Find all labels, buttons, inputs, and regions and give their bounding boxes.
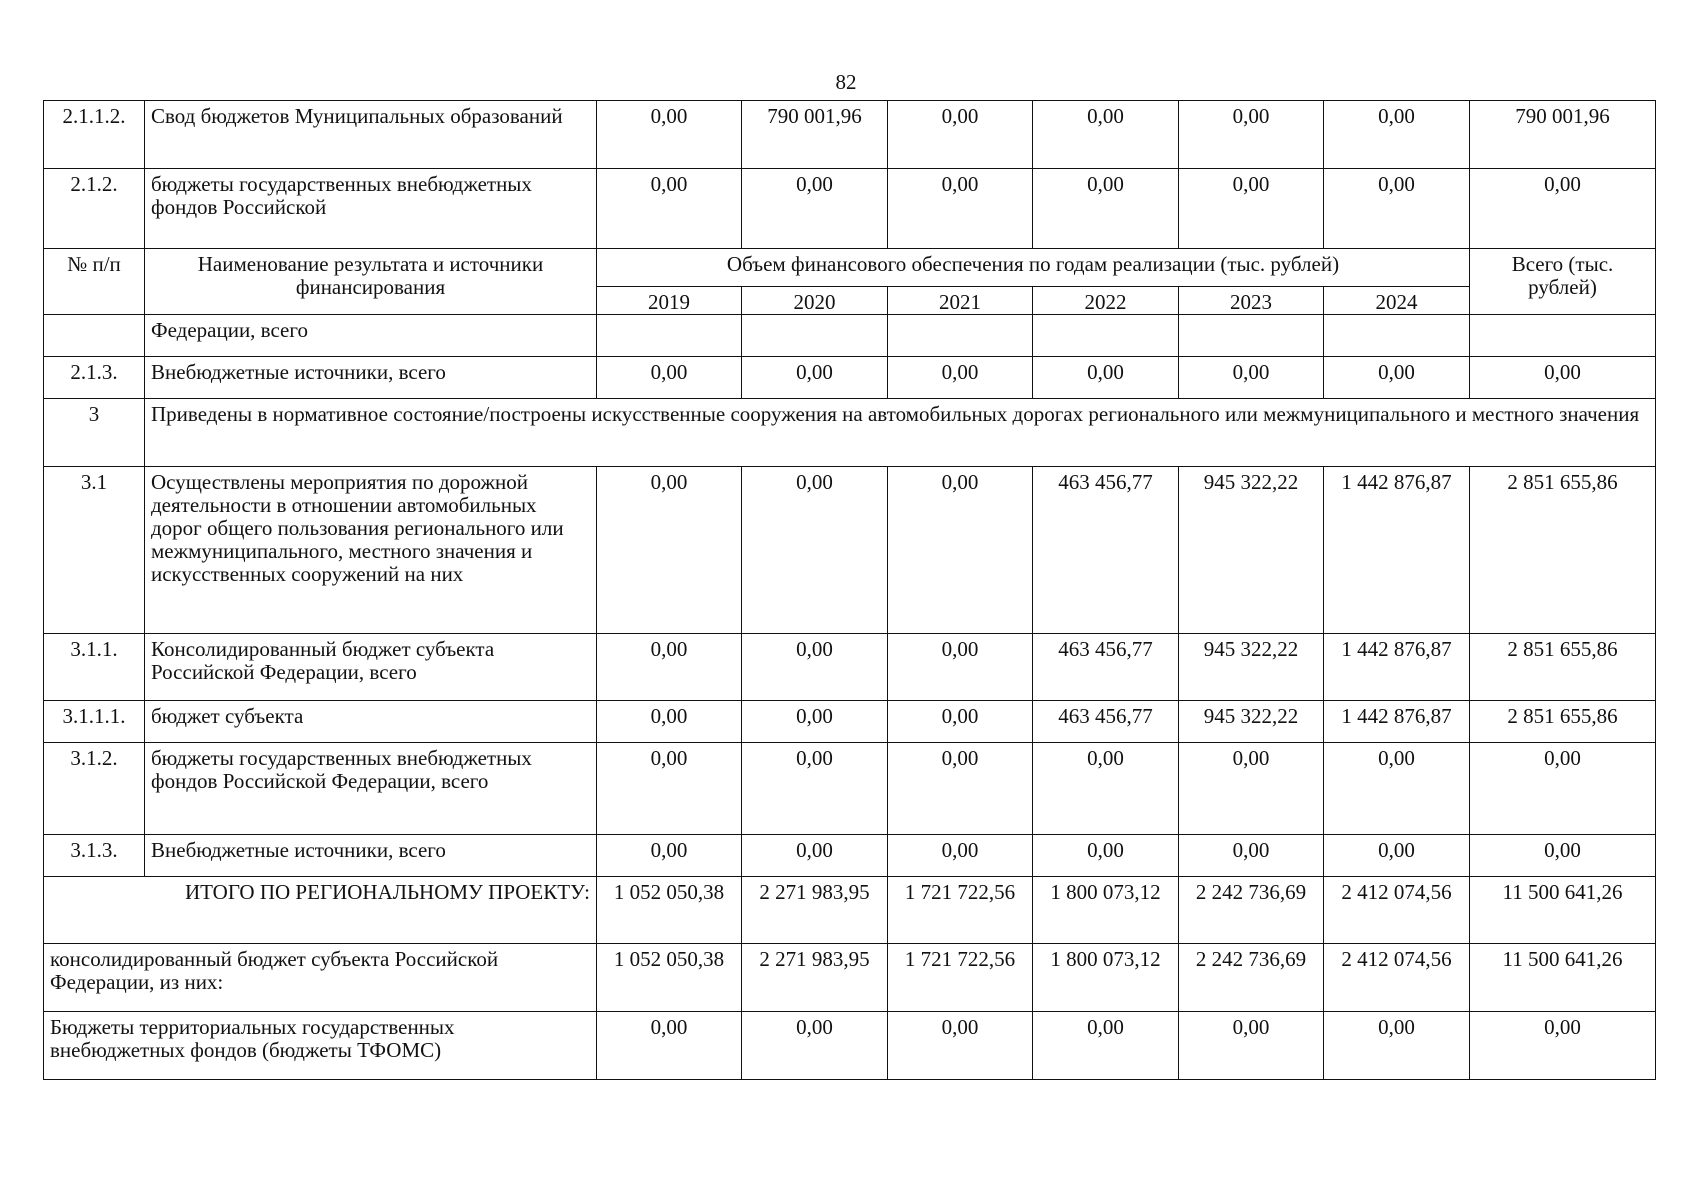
row-value: 0,00: [888, 634, 1033, 701]
row-value: 0,00: [888, 835, 1033, 877]
table-row: [44, 169, 1656, 249]
section-number: 3: [44, 399, 145, 467]
row-value: 0,00: [1033, 743, 1179, 835]
row-number: 3.1.1.1.: [44, 701, 145, 743]
row-value: 0,00: [742, 357, 888, 399]
total-value: 0,00: [1179, 1012, 1324, 1080]
row-value: 0,00: [742, 467, 888, 634]
page-number: 82: [835, 70, 857, 94]
row-value: 463 456,77: [1033, 634, 1179, 701]
table-row: [44, 835, 1656, 877]
row-value: [1179, 315, 1324, 357]
row-name: Федерации, всего: [145, 315, 597, 357]
row-number: 2.1.2.: [44, 169, 145, 249]
header-year: 2022: [1033, 287, 1179, 315]
row-value: 0,00: [1179, 169, 1324, 249]
row-value: [1470, 315, 1656, 357]
row-value: 0,00: [597, 701, 742, 743]
section-row: [44, 399, 1656, 467]
row-name: бюджеты государственных внебюджетных фондов Российской Федерации, всего: [145, 743, 597, 835]
row-value: 1 442 876,87: [1324, 701, 1470, 743]
row-value: 0,00: [597, 634, 742, 701]
row-value: 0,00: [597, 467, 742, 634]
row-number: 3.1.3.: [44, 835, 145, 877]
header-row: [44, 249, 1656, 287]
total-row: [44, 1012, 1656, 1080]
header-number: № п/п: [44, 249, 145, 315]
row-total-value: 0,00: [1470, 743, 1656, 835]
total-value: 0,00: [742, 1012, 888, 1080]
row-total-value: 0,00: [1470, 835, 1656, 877]
total-label: консолидированный бюджет субъекта Российской Федерации, из них:: [44, 944, 597, 1012]
table-body: [44, 101, 1656, 1080]
row-number: 2.1.1.2.: [44, 101, 145, 169]
row-value: 0,00: [742, 634, 888, 701]
row-total-value: 790 001,96: [1470, 101, 1656, 169]
row-total-value: 2 851 655,86: [1470, 467, 1656, 634]
total-row: [44, 944, 1656, 1012]
row-value: [1033, 315, 1179, 357]
total-value: 1 721 722,56: [888, 877, 1033, 944]
row-value: 1 442 876,87: [1324, 467, 1470, 634]
row-value: 0,00: [1033, 835, 1179, 877]
row-value: 0,00: [888, 169, 1033, 249]
row-value: [1324, 315, 1470, 357]
row-total-value: 2 851 655,86: [1470, 701, 1656, 743]
row-name: Свод бюджетов Муниципальных образований: [145, 101, 597, 169]
total-value: 1 800 073,12: [1033, 944, 1179, 1012]
header-year: 2020: [742, 287, 888, 315]
row-value: 0,00: [597, 169, 742, 249]
section-title: Приведены в нормативное состояние/построены искусственные сооружения на автомобильных дорогах регионального или межмуниципального и местного значения: [145, 399, 1656, 467]
total-value: 2 412 074,56: [1324, 877, 1470, 944]
row-number: 3.1.1.: [44, 634, 145, 701]
total-value: 0,00: [1324, 1012, 1470, 1080]
table-row: [44, 743, 1656, 835]
total-value: 1 721 722,56: [888, 944, 1033, 1012]
row-name: бюджет субъекта: [145, 701, 597, 743]
total-value: 2 242 736,69: [1179, 877, 1324, 944]
total-label: ИТОГО ПО РЕГИОНАЛЬНОМУ ПРОЕКТУ:: [44, 877, 597, 944]
row-value: 0,00: [888, 101, 1033, 169]
row-value: 0,00: [1033, 169, 1179, 249]
row-value: 945 322,22: [1179, 467, 1324, 634]
row-value: 0,00: [742, 701, 888, 743]
total-sum-value: 0,00: [1470, 1012, 1656, 1080]
row-value: 0,00: [597, 101, 742, 169]
total-value: 2 271 983,95: [742, 944, 888, 1012]
row-value: 0,00: [597, 835, 742, 877]
row-number: [44, 315, 145, 357]
total-label: Бюджеты территориальных государственных внебюджетных фондов (бюджеты ТФОМС): [44, 1012, 597, 1080]
table-row: [44, 101, 1656, 169]
total-sum-value: 11 500 641,26: [1470, 877, 1656, 944]
row-value: 0,00: [1179, 835, 1324, 877]
row-value: 0,00: [1179, 357, 1324, 399]
total-value: 1 800 073,12: [1033, 877, 1179, 944]
total-value: 0,00: [888, 1012, 1033, 1080]
row-value: 0,00: [742, 169, 888, 249]
total-value: 1 052 050,38: [597, 944, 742, 1012]
row-number: 2.1.3.: [44, 357, 145, 399]
row-total-value: 2 851 655,86: [1470, 634, 1656, 701]
row-total-value: 0,00: [1470, 357, 1656, 399]
row-name: Осуществлены мероприятия по дорожной деятельности в отношении автомобильных дорог общего пользования регионального или межмуниципального, местного значения и искусственных сооружений на них: [145, 467, 597, 634]
row-value: 0,00: [1033, 357, 1179, 399]
row-value: [742, 315, 888, 357]
total-value: 0,00: [1033, 1012, 1179, 1080]
table-row: [44, 701, 1656, 743]
row-value: 0,00: [1324, 169, 1470, 249]
total-value: 2 271 983,95: [742, 877, 888, 944]
total-row: [44, 877, 1656, 944]
table-row: [44, 634, 1656, 701]
header-volume: Объем финансового обеспечения по годам реализации (тыс. рублей): [597, 249, 1470, 287]
row-value: 0,00: [742, 835, 888, 877]
row-total-value: 0,00: [1470, 169, 1656, 249]
row-value: 1 442 876,87: [1324, 634, 1470, 701]
row-value: [597, 315, 742, 357]
row-name: Консолидированный бюджет субъекта Российской Федерации, всего: [145, 634, 597, 701]
header-year: 2024: [1324, 287, 1470, 315]
total-value: 2 242 736,69: [1179, 944, 1324, 1012]
row-value: 0,00: [888, 701, 1033, 743]
row-name: бюджеты государственных внебюджетных фондов Российской: [145, 169, 597, 249]
row-value: 0,00: [742, 743, 888, 835]
total-sum-value: 11 500 641,26: [1470, 944, 1656, 1012]
row-value: 0,00: [1324, 835, 1470, 877]
row-value: 0,00: [597, 743, 742, 835]
table-row: [44, 467, 1656, 634]
row-value: 0,00: [888, 357, 1033, 399]
header-year: 2021: [888, 287, 1033, 315]
row-name: Внебюджетные источники, всего: [145, 835, 597, 877]
row-number: 3.1.2.: [44, 743, 145, 835]
row-value: 0,00: [1179, 743, 1324, 835]
header-total: Всего (тыс. рублей): [1470, 249, 1656, 315]
total-value: 1 052 050,38: [597, 877, 742, 944]
header-year: 2019: [597, 287, 742, 315]
row-value: 0,00: [1324, 101, 1470, 169]
row-value: 945 322,22: [1179, 634, 1324, 701]
table-row: [44, 315, 1656, 357]
row-value: 0,00: [888, 467, 1033, 634]
header-name: Наименование результата и источники финансирования: [145, 249, 597, 315]
row-value: 0,00: [597, 357, 742, 399]
row-value: 0,00: [1033, 101, 1179, 169]
row-value: 463 456,77: [1033, 701, 1179, 743]
row-value: 790 001,96: [742, 101, 888, 169]
row-value: 0,00: [1324, 743, 1470, 835]
total-value: 2 412 074,56: [1324, 944, 1470, 1012]
header-year: 2023: [1179, 287, 1324, 315]
financing-table: [43, 100, 1656, 1080]
table-row: [44, 357, 1656, 399]
row-value: 463 456,77: [1033, 467, 1179, 634]
row-value: 0,00: [888, 743, 1033, 835]
total-value: 0,00: [597, 1012, 742, 1080]
row-value: [888, 315, 1033, 357]
row-value: 0,00: [1179, 101, 1324, 169]
row-value: 945 322,22: [1179, 701, 1324, 743]
row-name: Внебюджетные источники, всего: [145, 357, 597, 399]
row-number: 3.1: [44, 467, 145, 634]
row-value: 0,00: [1324, 357, 1470, 399]
